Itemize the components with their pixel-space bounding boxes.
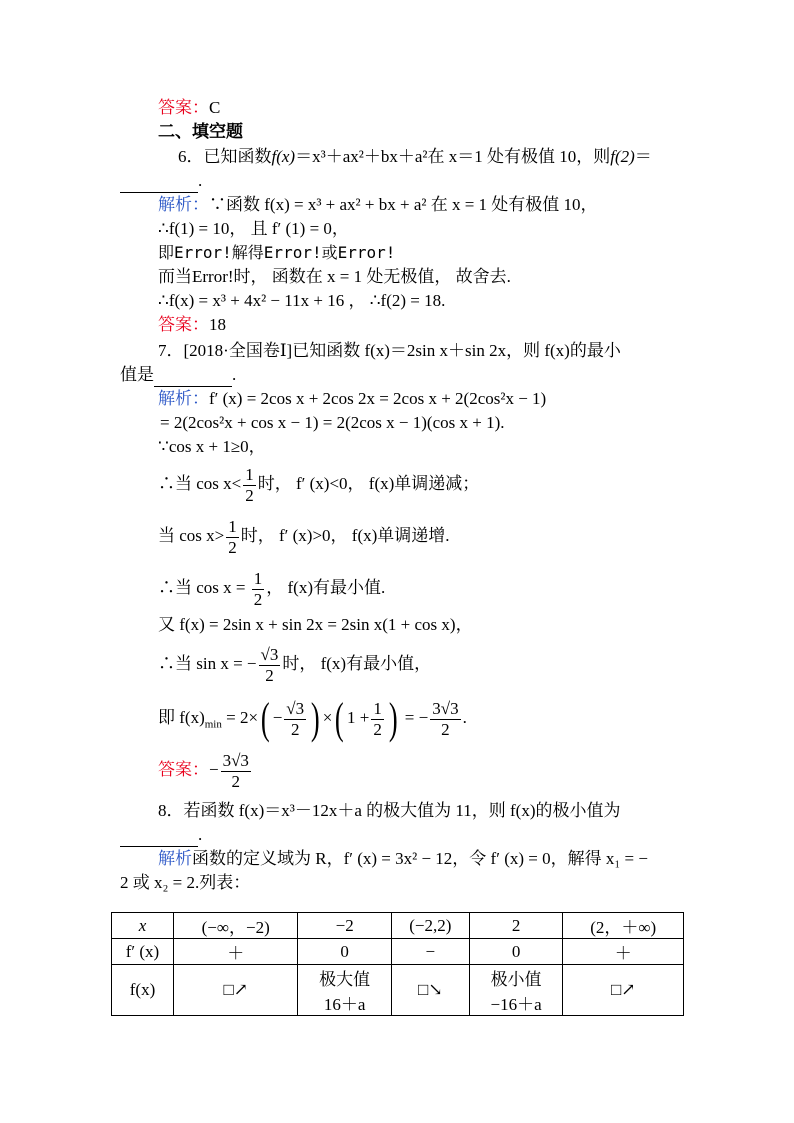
sol7-l8b: 时， f(x)有最小值，	[282, 654, 432, 673]
frac-num: 1	[228, 516, 237, 536]
table-cell: −2	[298, 913, 392, 939]
sol7-l6	[158, 566, 385, 610]
frac-den: 2	[265, 665, 274, 685]
cell-top: □↗	[223, 980, 248, 999]
right-paren: )	[311, 694, 320, 744]
left-paren: (	[260, 694, 270, 744]
solution-label: 解析	[158, 849, 192, 868]
answer-label: 答案：	[158, 98, 209, 117]
table-row-x	[112, 913, 684, 939]
fraction-half	[252, 569, 265, 610]
sol6-l4: 而当Error!时， 函数在 x = 1 处无极值， 故舍去.	[158, 267, 511, 286]
sol7-l4a: ∴当 cos x<	[158, 474, 242, 493]
sol7-l5a: 当 cos x>	[158, 526, 225, 545]
equals-neg: = −	[400, 708, 429, 727]
sol8-l1: 函数的定义域为 R，f′ (x) = 3x² − 12，令 f′ (x) = 0，解得 x₁ = −	[192, 849, 648, 868]
frac-num: 1	[373, 698, 382, 718]
neg-sign: −	[272, 708, 283, 727]
q7-tail: .	[232, 365, 237, 384]
solution-label: 解析：	[158, 389, 209, 408]
variation-table	[111, 912, 684, 1016]
solution-label: 解析：	[158, 195, 209, 214]
sol7-l9a: 即 f(x)	[158, 708, 205, 727]
sol7-l5b: 时， f′ (x)>0， f(x)单调递增.	[240, 526, 450, 545]
sol7-l1: f′ (x) = 2cos x + 2cos 2x = 2cos x + 2(2cos²x − 1)	[209, 389, 547, 408]
frac-num: 1	[245, 464, 254, 484]
times-sign: ×	[322, 708, 333, 727]
sol7-l7: 又 f(x) = 2sin x + sin 2x = 2sin x(1 + cos x)，	[158, 615, 473, 634]
section-heading: 二、填空题	[158, 122, 243, 141]
table-cell: (2，＋∞)	[563, 913, 684, 939]
right-paren: )	[388, 694, 398, 744]
period: .	[462, 708, 467, 727]
sol7-l8a: ∴当 sin x = −	[158, 654, 257, 673]
q6-blank-tail: .	[198, 171, 203, 190]
answer-label: 答案：	[158, 760, 209, 779]
sol6-l5: ∴f(x) = x³ + 4x² − 11x + 16 ， ∴f(2) = 18.	[158, 291, 446, 310]
answer-value: C	[209, 98, 221, 117]
q6-stem-b: ＝x³＋ax²＋bx＋a²在 x＝1 处有极值 10，则	[295, 147, 611, 166]
fraction-half	[226, 517, 239, 558]
cell-bottom: 16＋a	[323, 995, 366, 1014]
frac-num: √3	[286, 698, 305, 718]
frac-den: 2	[441, 719, 450, 739]
sol6-l3: 即Error!解得Error!或Error!	[158, 243, 396, 262]
answer-c	[158, 97, 220, 119]
sol6-l2: ∴f(1) = 10， 且 f′ (1) = 0，	[158, 219, 349, 238]
q6-f2: f(2)	[610, 147, 635, 166]
table-cell	[174, 965, 298, 1016]
frac-den: 2	[245, 485, 254, 505]
min-subscript: min	[204, 718, 222, 731]
fraction-3root3-over-2	[221, 751, 251, 792]
q6-stem-a: 6．已知函数	[178, 147, 272, 166]
fraction-root3-over-2	[259, 645, 281, 686]
cell-top: □↗	[610, 980, 636, 999]
table-cell	[563, 965, 684, 1016]
frac-den: 2	[373, 719, 382, 739]
sol7-l3: ∵cos x + 1≥0，	[158, 437, 266, 456]
sol7-l2: = 2(2cos²x + cos x − 1) = 2(2cos x − 1)(cos x + 1).	[160, 413, 505, 432]
sol7-l8	[158, 642, 431, 686]
question-7-line2	[120, 364, 236, 387]
solution-8-line1	[158, 848, 648, 870]
frac-den: 2	[290, 719, 300, 739]
sol7-l4b: 时， f′ (x)<0， f(x)单调递减；	[257, 474, 480, 493]
sol7-l9	[158, 696, 467, 746]
answer-value: 18	[209, 315, 226, 334]
table-row-f	[112, 965, 684, 1016]
cell-bottom: −16＋a	[490, 995, 542, 1014]
fraction-root3-over-2	[284, 699, 306, 740]
table-cell: 0	[469, 939, 563, 965]
cell-top: 极大值	[319, 970, 371, 989]
one-plus: 1 +	[347, 708, 370, 727]
q6-stem-c: ＝	[634, 147, 652, 166]
sol8-l2: 2 或 x₂ = 2.列表：	[120, 873, 251, 892]
frac-den: 2	[253, 589, 263, 609]
table-cell: ＋	[563, 939, 684, 965]
table-row-fprime	[112, 939, 684, 965]
frac-num: 3√3	[432, 698, 459, 718]
question-8-line1: 8．若函数 f(x)＝x³－12x＋a 的极大值为 11，则 f(x)的极小值为	[158, 801, 621, 820]
answer-sign: −	[209, 760, 219, 779]
cell-top: 极小值	[490, 970, 542, 989]
sol7-l6b: ， f(x)有最小值.	[266, 578, 386, 597]
table-cell: x	[112, 913, 174, 939]
table-cell: f(x)	[112, 965, 174, 1016]
table-cell: f′ (x)	[112, 939, 174, 965]
q6-answer-blank	[120, 170, 202, 193]
answer-7	[158, 748, 253, 792]
table-cell: ＋	[174, 939, 298, 965]
fraction-half	[243, 465, 256, 506]
table-cell: 0	[298, 939, 392, 965]
sol7-l6a: ∴当 cos x =	[158, 578, 250, 597]
sol7-l4	[158, 462, 479, 506]
frac-den: 2	[231, 771, 241, 791]
frac-num: 1	[253, 568, 263, 588]
q6-fx: f(x)	[271, 147, 296, 166]
fraction-3root3-over-2	[430, 699, 460, 740]
table-cell: 2	[469, 913, 563, 939]
table-cell: (−∞，−2)	[174, 913, 298, 939]
table-cell: −	[391, 939, 469, 965]
frac-num: 3√3	[222, 750, 249, 770]
q7-l2: 值是	[120, 365, 154, 384]
q8-answer-blank	[120, 824, 202, 847]
table-cell	[391, 965, 469, 1016]
q8-tail: .	[198, 825, 203, 844]
table-cell: (−2,2)	[391, 913, 469, 939]
solution-7-line1	[158, 388, 546, 410]
answer-6	[158, 314, 226, 336]
sol7-l9b: = 2×	[221, 708, 259, 727]
frac-den: 2	[228, 537, 237, 557]
sol6-l1: ∵函数 f(x) = x³ + ax² + bx + a² 在 x = 1 处有极值 10，	[209, 195, 598, 214]
question-7-line1: 7．[2018·全国卷Ⅰ]已知函数 f(x)＝2sin x＋sin 2x，则 f(x)的最小	[158, 341, 621, 360]
question-6	[178, 146, 652, 168]
frac-num: √3	[260, 644, 279, 664]
answer-label: 答案：	[158, 315, 209, 334]
table-cell	[469, 965, 563, 1016]
table-cell	[298, 965, 392, 1016]
left-paren: (	[335, 694, 345, 744]
cell-top: □↘	[418, 980, 443, 999]
solution-6-line1	[158, 194, 598, 216]
sol7-l5	[158, 514, 450, 558]
fraction-half	[371, 699, 384, 740]
